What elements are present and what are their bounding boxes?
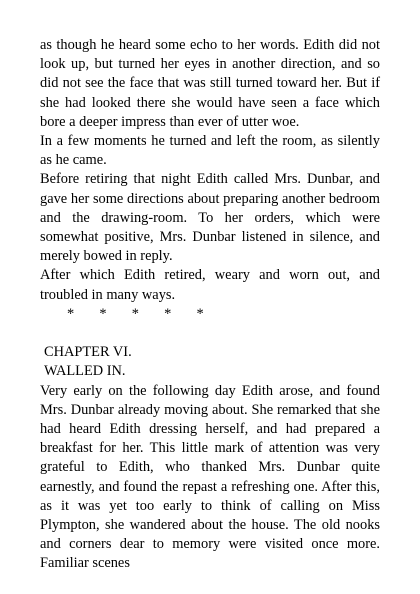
section-separator: * * * * *	[67, 305, 204, 322]
paragraph-following-day: Very early on the following day Edith arose, and found Mrs. Dunbar already moving about. She remarked that she had heard Edith dressing herself, and had prepared a breakfast for her. This little mark of attention was very grateful to Edith, who thanked Mrs. Dunbar quite earnestly, and found the repast a refreshing one. After this, as it was yet too early to think of calling on Miss Plympton, she wandered about the house. The old nooks and corners dear to memory were visited once more. Familiar scenes	[40, 382, 380, 572]
book-page	[40, 36, 380, 574]
paragraph-left-room: In a few moments he turned and left the room, as silently as he came.	[40, 133, 380, 169]
chapter-title: WALLED IN.	[44, 363, 126, 380]
paragraph-echo: as though he heard some echo to her words. Edith did not look up, but turned her eyes in another direction, and so did not see the face that was still turned toward her. But if she had looked there she would have seen a face which bore a deeper impress than ever of utter woe.	[40, 37, 380, 130]
paragraph-called-mrs-dunbar: Before retiring that night Edith called Mrs. Dunbar, and gave her some directions about preparing another bedroom and the drawing-room. To her orders, which were somewhat positive, Mrs. Dunbar listened in silence, and merely bowed in reply.	[40, 171, 380, 265]
blank-line	[40, 324, 380, 343]
chapter-number: CHAPTER VI.	[44, 344, 132, 361]
paragraph-edith-retired: After which Edith retired, weary and worn out, and troubled in many ways.	[40, 267, 380, 303]
